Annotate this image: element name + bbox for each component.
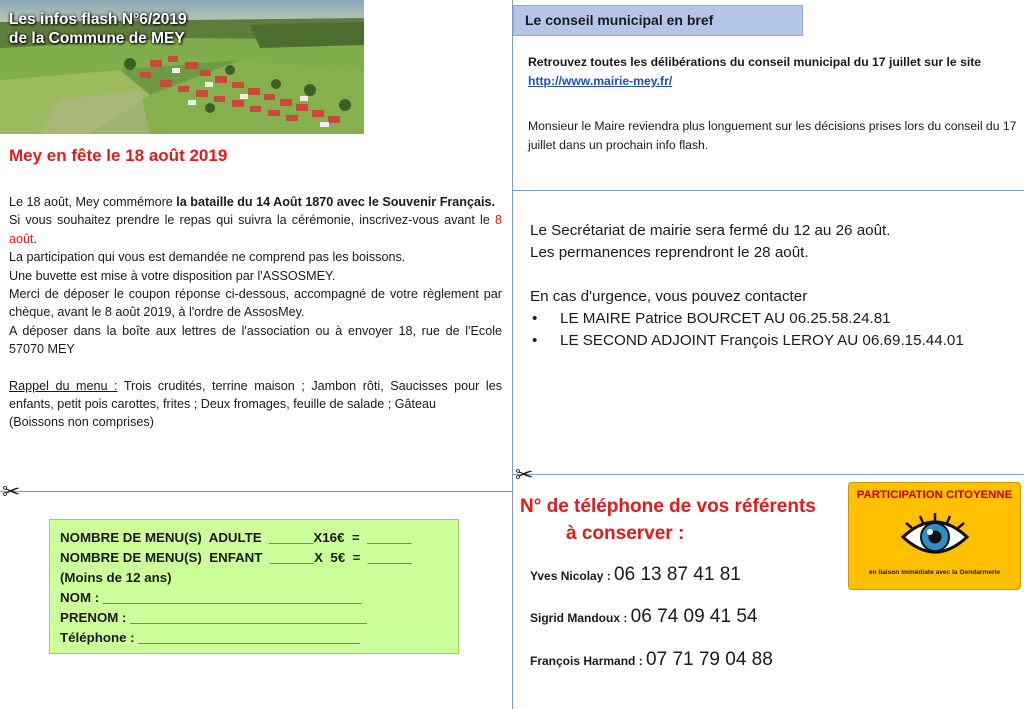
scissors-icon: ✂ (515, 462, 534, 487)
secretariat-notice (530, 220, 1010, 352)
fete-p1-text: Le 18 août, Mey commémore (9, 195, 177, 209)
divider-right-middle (513, 474, 1024, 475)
phone-number: 06 13 87 41 81 (614, 564, 741, 585)
bulletin-title: Les infos flash N°6/2019 de la Commune de MEY (9, 11, 187, 47)
conseil-heading: Le conseil municipal en bref (513, 5, 803, 36)
phone-name: Sigrid Mandoux : (530, 611, 631, 625)
scissors-icon: ✂ (2, 479, 21, 504)
urgence-contacts (530, 308, 1010, 352)
reply-coupon (49, 519, 459, 654)
fete-p1-bold: la bataille du 14 Août 1870 avec le Souvenir Français. (176, 195, 496, 209)
menu-paragraph (9, 377, 502, 414)
fete-paragraph-1 (9, 193, 502, 211)
mairie-website-link[interactable]: http://www.mairie-mey.fr/ (528, 74, 673, 88)
phones-heading-2: à conserver : (566, 523, 685, 544)
fete-paragraph-4: Une buvette est mise à votre disposition par l'ASSOSMEY. (9, 268, 336, 283)
contact-maire: • LE MAIRE Patrice BOURCET AU 06.25.58.24.81 (530, 308, 1010, 330)
badge-title: PARTICIPATION CITOYENNE (856, 489, 1013, 501)
phone-entry (530, 606, 757, 628)
fete-p2-end: . (33, 231, 38, 246)
coupon-child-line: NOMBRE DE MENU(S) ENFANT ______X 5€ = ______ (60, 550, 413, 565)
fete-paragraph-2 (9, 211, 502, 248)
fete-paragraph-5: Merci de déposer le coupon réponse ci-dessous, accompagné de votre règlement par chèque, avant le 8 août 2019, à l'ordre de AssosMey. (9, 287, 502, 320)
divider-right-top (513, 190, 1024, 191)
conseil-p1-text: Retrouvez toutes les délibérations du conseil municipal du 17 juillet sur le site (528, 55, 982, 69)
fete-paragraph-3: La participation qui vous est demandée ne comprend pas les boissons. (9, 250, 406, 265)
cut-line-left (0, 491, 512, 492)
phone-name: François Harmand : (530, 654, 647, 668)
phones-heading: N° de téléphone de vos référents (520, 496, 816, 517)
phone-number: 07 71 79 04 88 (646, 649, 773, 670)
fete-heading: Mey en fête le 18 août 2019 (9, 146, 228, 165)
coupon-child-note: (Moins de 12 ans) (60, 570, 172, 585)
menu-label: Rappel du menu : (9, 378, 118, 393)
menu-text: Trois crudités, terrine maison ; Jambon rôti, Saucisses pour les enfants, petit pois carottes, frites ; Deux fromages, feuille de salade ; Gâteau (9, 378, 502, 412)
menu-note: (Boissons non comprises) (9, 415, 154, 430)
phone-number: 06 74 09 41 54 (630, 606, 758, 627)
fete-paragraph-6: A déposer dans la boîte aux lettres de l'association ou à envoyer 18, rue de l'Ecole 57070 MEY (9, 323, 502, 357)
coupon-phone-line: Téléphone : ______________________________ (60, 630, 361, 645)
contact-adjoint: • LE SECOND ADJOINT François LEROY AU 06.69.15.44.01 (530, 330, 1010, 352)
vertical-divider (512, 0, 513, 709)
participation-citoyenne-badge (848, 482, 1021, 590)
urgence-intro: En cas d'urgence, vous pouvez contacter (530, 288, 808, 305)
conseil-paragraph-2: Monsieur le Maire reviendra plus longuement sur les décisions prises lors du conseil du 17 juillet dans un prochain info flash. (528, 119, 1017, 152)
fete-deadline: 8 août (9, 213, 502, 246)
badge-subtitle: en liaison immédiate avec la Gendarmerie (868, 569, 1001, 576)
spacer (9, 359, 502, 377)
phone-entry (530, 649, 773, 671)
conseil-paragraph-1 (528, 53, 1016, 91)
eye-icon (900, 513, 970, 566)
spacer (530, 264, 1010, 286)
phone-name: Yves Nicolay : (530, 569, 615, 583)
fete-p2-text: Si vous souhaitez prendre le repas qui suivra la cérémonie, inscrivez-vous avant le (9, 213, 495, 228)
phone-entry (530, 564, 741, 586)
secretariat-closed: Le Secrétariat de mairie sera fermé du 12 au 26 août. (530, 222, 891, 239)
fete-body (9, 193, 502, 432)
coupon-adult-line: NOMBRE DE MENU(S) ADULTE ______X16€ = ______ (60, 530, 412, 545)
secretariat-reopen: Les permanences reprendront le 28 août. (530, 244, 809, 261)
coupon-firstname-line: PRENOM : ________________________________ (60, 610, 367, 625)
coupon-name-line: NOM : ___________________________________ (60, 590, 362, 605)
